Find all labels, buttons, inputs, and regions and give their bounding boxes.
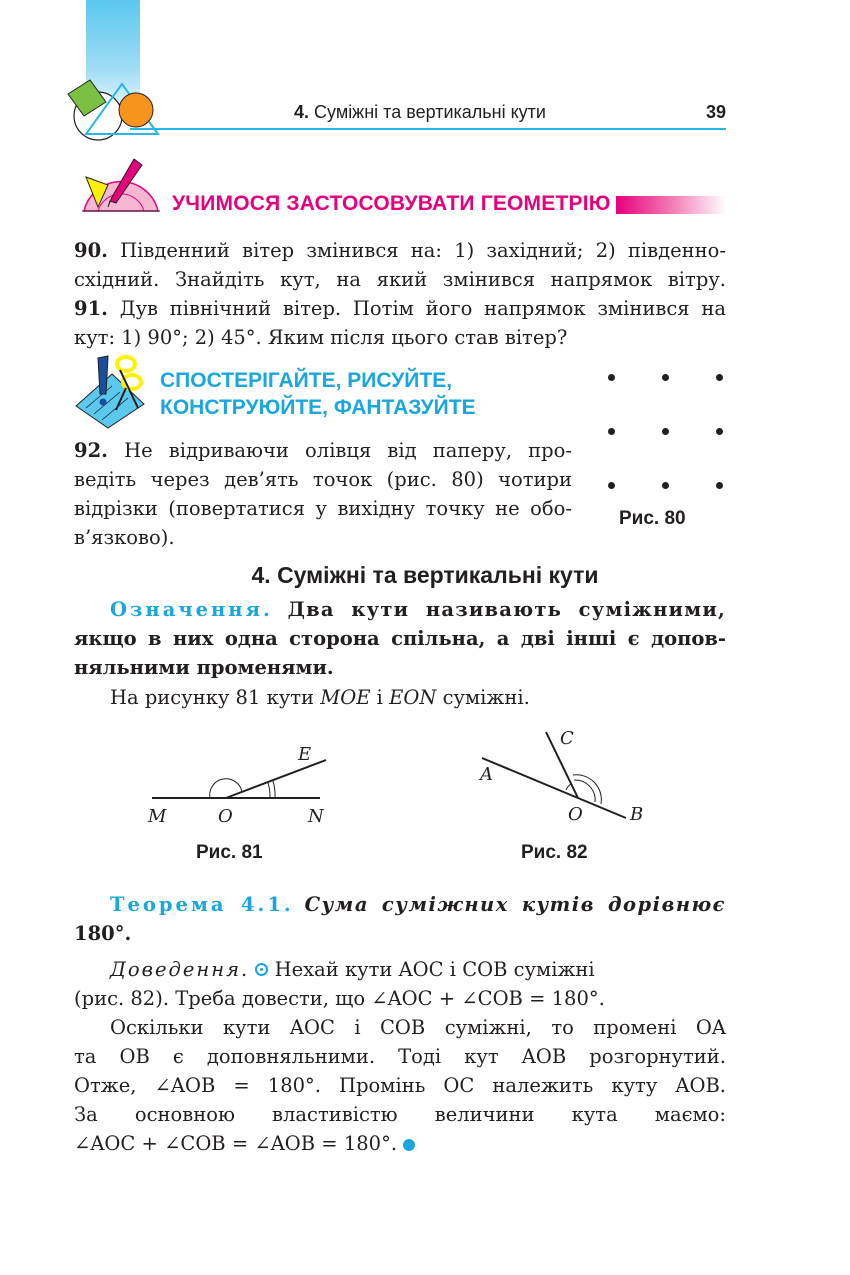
figure-81-adjacent-angles bbox=[140, 730, 360, 830]
definition-line3: няльними променями. bbox=[74, 656, 334, 679]
grid-dot bbox=[716, 482, 723, 489]
grid-dot bbox=[716, 374, 723, 381]
problem-90: 90. Південний вітер змінився на: 1) західний; 2) південно- bbox=[74, 239, 726, 262]
grid-dot bbox=[716, 428, 723, 435]
section-title: 4. Суміжні та вертикальні кути bbox=[251, 562, 599, 588]
problem-92-line2: ведіть через дев’ять точок (рис. 80) чотири bbox=[74, 468, 572, 491]
problem-91-line2: кут: 1) 90°; 2) 45°. Яким після цього став вітер? bbox=[74, 326, 568, 349]
label-M: M bbox=[148, 806, 167, 827]
running-header-title: 4. Суміжні та вертикальні кути bbox=[293, 102, 546, 122]
proof-line3: Оскільки кути AOC і COB суміжні, то промені OA bbox=[110, 1016, 726, 1039]
page-number: 39 bbox=[705, 102, 726, 122]
proof-start-icon bbox=[255, 963, 268, 976]
problem-92-line4: в’язково). bbox=[74, 526, 175, 549]
proof-line4: та OB є доповняльними. Тоді кут AOB розгорнутий. bbox=[74, 1045, 726, 1068]
proof-line6: За основною властивістю величини кута маємо: bbox=[74, 1103, 726, 1126]
figure-80-nine-dots bbox=[600, 368, 730, 494]
definition-line1: Означення. Два кути називають суміжними, bbox=[110, 598, 727, 621]
section-heading-observe-line1: СПОСТЕРІГАЙТЕ, РИСУЙТЕ, bbox=[160, 369, 453, 392]
problem-90-line2: східний. Знайдіть кут, на який змінився напрямок вітру. bbox=[74, 268, 726, 291]
grid-dot bbox=[608, 428, 615, 435]
problem-91: 91. Дув північний вітер. Потім його напрямок змінився на bbox=[74, 297, 726, 320]
protractor-pencil-icon bbox=[78, 155, 164, 215]
header-geometry-logo-icon bbox=[60, 70, 160, 142]
label-C: C bbox=[560, 728, 574, 749]
example-sentence: На рисунку 81 кути MOE і EON суміжні. bbox=[110, 686, 530, 709]
header-rule bbox=[130, 128, 726, 130]
definition-line2: якщо в них одна сторона спільна, а дві інші є допов- bbox=[74, 627, 726, 650]
figure-80-caption: Рис. 80 bbox=[619, 508, 686, 529]
proof-end-icon bbox=[403, 1139, 415, 1151]
theorem-4-1: Теорема 4.1. Сума суміжних кутів дорівнює bbox=[110, 893, 727, 916]
label-O: O bbox=[568, 804, 583, 825]
grid-dot bbox=[608, 374, 615, 381]
label-O: O bbox=[218, 806, 233, 827]
label-B: B bbox=[630, 804, 644, 825]
figure-82-adjacent-angles bbox=[470, 722, 660, 832]
problem-92-line3: відрізки (повертатися у вихідну точку не обо- bbox=[74, 497, 572, 520]
problem-92: 92. Не відриваючи олівця від паперу, про- bbox=[74, 439, 572, 462]
section-heading-apply-geometry: УЧИМОСЯ ЗАСТОСОВУВАТИ ГЕОМЕТРІЮ bbox=[172, 192, 611, 215]
theorem-4-1-line2: 180°. bbox=[74, 922, 132, 945]
grid-dot bbox=[662, 482, 669, 489]
grid-dot bbox=[662, 428, 669, 435]
proof-line1: Доведення. Нехай кути AOC і COB суміжні bbox=[110, 958, 595, 981]
label-N: N bbox=[308, 806, 324, 827]
grid-dot bbox=[608, 482, 615, 489]
proof-line5: Отже, ∠AOB = 180°. Промінь OC належить куту AOB. bbox=[74, 1074, 726, 1097]
proof-line7: ∠AOC + ∠COB = ∠AOB = 180°. bbox=[74, 1129, 726, 1158]
label-E: E bbox=[298, 744, 312, 765]
section-heading-bar bbox=[616, 196, 726, 214]
scissors-ruler-icon bbox=[72, 350, 152, 430]
section-heading-observe-line2: КОНСТРУЮЙТЕ, ФАНТАЗУЙТЕ bbox=[160, 396, 476, 419]
grid-dot bbox=[662, 374, 669, 381]
proof-line2: (рис. 82). Треба довести, що ∠AOC + ∠COB = 180°. bbox=[74, 987, 605, 1010]
figure-81-caption: Рис. 81 bbox=[196, 842, 263, 863]
label-A: A bbox=[480, 764, 493, 785]
figure-82-caption: Рис. 82 bbox=[521, 842, 588, 863]
